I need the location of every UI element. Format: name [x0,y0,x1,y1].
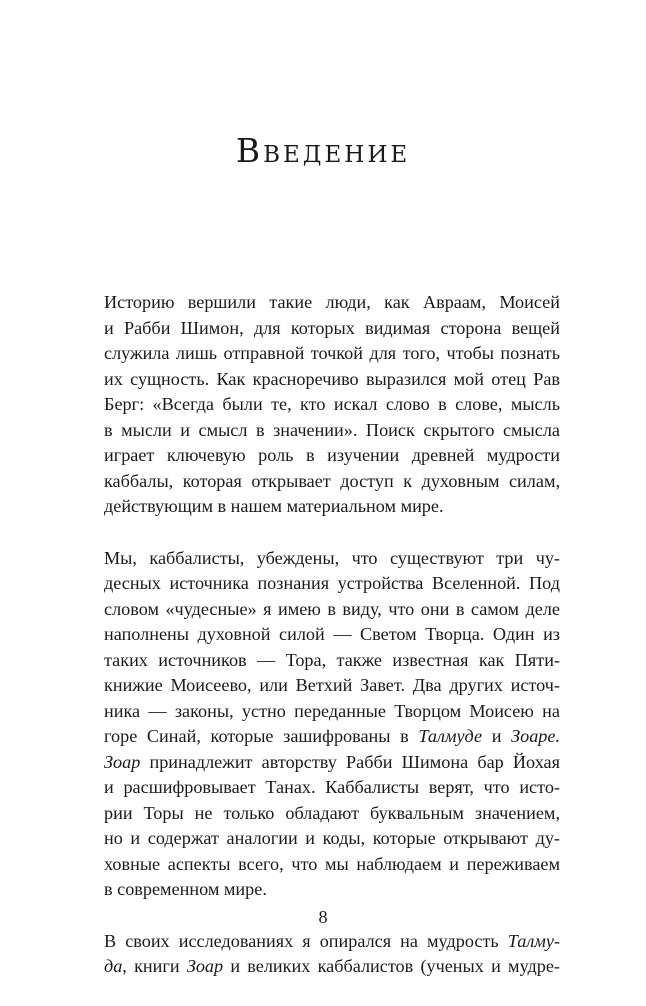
text-line: Историю вершили такие люди, как Авраам, Моисей [104,292,560,312]
italic-title: Талмуде [418,726,483,746]
text-line: играет ключевую роль в изучении древней мудрости [104,445,560,465]
text-segment: принадлежит авторству Рабби Шимона бар Йохая [140,751,560,772]
italic-title: Талму- [507,930,560,951]
paragraph-3 [104,929,560,980]
text-line: словом «чудесные» я имею в виду, что они в самом деле [104,598,560,619]
text-segment: и [482,726,512,746]
chapter-title: Введение [235,131,411,170]
italic-title: Зоар [186,956,224,976]
text-line: в современном мире. [104,879,267,899]
text-line: десных источника познания устройства Вселенной. Под [104,573,560,593]
text-line: Берг: «Всегда были те, кто искал слово в слове, мысль [104,394,560,414]
text-line [104,750,560,776]
text-line: таких источников — Тора, также известная как Пяти- [104,649,560,670]
text-line [104,929,560,955]
text-line: ника — законы, устно переданные Творцом Моисею на [104,700,560,721]
page-number: 8 [318,907,328,927]
italic-title: Зоаре. [511,726,560,746]
text-line: их сущность. Как красноречиво выразился мой отец Рав [104,368,560,389]
text-line: и Рабби Шимон, для которых видимая сторона вещей [104,317,560,338]
text-line: служила лишь отправной точкой для того, чтобы познать [104,343,560,363]
text-line: но и содержат аналогии и коды, которые открывают ду- [104,828,560,848]
text-line: ховные аспекты всего, что мы наблюдаем и переживаем [104,853,560,874]
text-line: действующим в нашем материальном мире. [104,496,444,516]
italic-title: Зоар [104,751,141,772]
text-line: рии Торы не только обладают буквальным значением, [104,802,560,823]
text-line: наполнены духовной силой — Светом Творца. Один из [104,624,560,644]
text-segment: горе Синай, которые зашифрованы в [104,726,419,746]
paragraph-2 [104,546,560,903]
body-text [104,290,560,1006]
text-line [104,724,560,750]
text-line [104,954,560,980]
text-line: в мысли и смысл в значении». Поиск скрытого смысла [104,419,560,440]
text-line: Мы, каббалисты, убеждены, что существуют три чу- [104,547,560,568]
text-line: и расшифровывает Танах. Каббалисты верят, что исто- [104,777,560,797]
text-line: каббалы, которая открывает доступ к духовным силам, [104,470,560,491]
italic-title: да [104,956,123,976]
paragraph-1 [104,290,560,520]
text-segment: , книги [122,956,187,976]
text-segment: и великих каббалистов (ученых и мудре- [223,956,560,976]
text-segment: В своих исследованиях я опирался на мудрость [104,930,508,951]
text-line: книжие Моисеево, или Ветхий Завет. Два других источ- [104,675,560,695]
